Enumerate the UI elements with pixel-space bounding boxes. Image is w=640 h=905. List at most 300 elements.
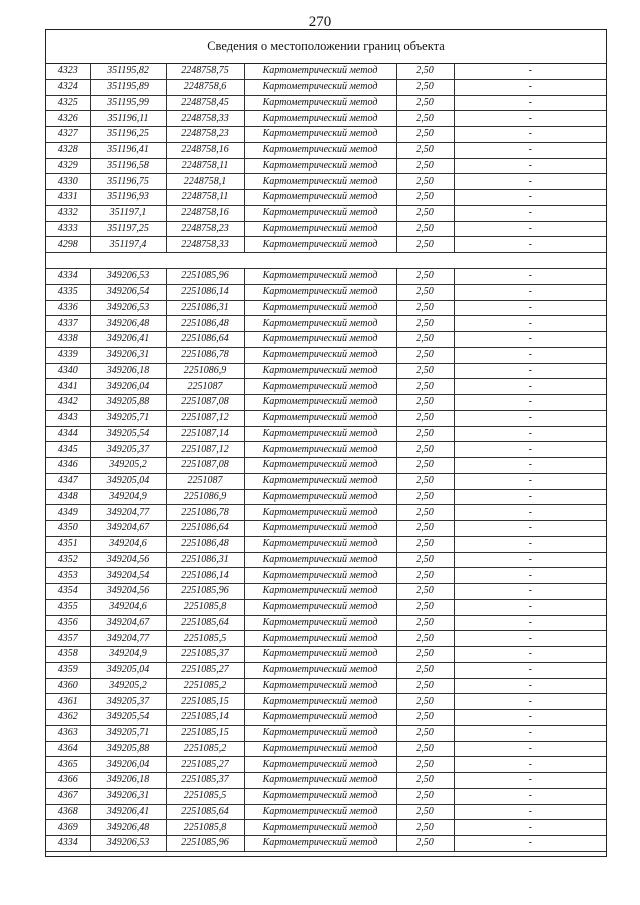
x-coordinate-cell: 349205,04	[90, 473, 166, 489]
y-coordinate-cell: 2251085,96	[166, 269, 244, 285]
y-coordinate-cell: 2251086,31	[166, 300, 244, 316]
table-row	[46, 788, 606, 804]
accuracy-cell: 2,50	[396, 332, 454, 348]
description-cell: -	[454, 741, 606, 757]
point-number-cell: 4343	[46, 410, 90, 426]
y-coordinate-cell: 2251086,48	[166, 536, 244, 552]
description-cell: -	[454, 363, 606, 379]
y-coordinate-cell: 2251086,64	[166, 332, 244, 348]
accuracy-cell: 2,50	[396, 174, 454, 190]
table-row	[46, 584, 606, 600]
x-coordinate-cell: 349205,71	[90, 410, 166, 426]
point-number-cell: 4355	[46, 599, 90, 615]
y-coordinate-cell: 2248758,6	[166, 79, 244, 95]
y-coordinate-cell: 2251085,27	[166, 757, 244, 773]
table-row	[46, 395, 606, 411]
accuracy-cell: 2,50	[396, 142, 454, 158]
point-number-cell: 4360	[46, 678, 90, 694]
y-coordinate-cell: 2248758,16	[166, 142, 244, 158]
method-cell: Картометрический метод	[244, 631, 396, 647]
point-number-cell: 4334	[46, 836, 90, 852]
method-cell: Картометрический метод	[244, 410, 396, 426]
point-number-cell: 4368	[46, 804, 90, 820]
point-number-cell: 4324	[46, 79, 90, 95]
method-cell: Картометрический метод	[244, 521, 396, 537]
table-row	[46, 332, 606, 348]
y-coordinate-cell: 2248758,16	[166, 205, 244, 221]
method-cell: Картометрический метод	[244, 174, 396, 190]
point-number-cell: 4350	[46, 521, 90, 537]
accuracy-cell: 2,50	[396, 536, 454, 552]
table-row	[46, 111, 606, 127]
point-number-cell: 4330	[46, 174, 90, 190]
y-coordinate-cell: 2248758,45	[166, 95, 244, 111]
x-coordinate-cell: 349206,53	[90, 836, 166, 852]
method-cell: Картометрический метод	[244, 221, 396, 237]
table-row	[46, 631, 606, 647]
method-cell: Картометрический метод	[244, 694, 396, 710]
accuracy-cell: 2,50	[396, 725, 454, 741]
y-coordinate-cell: 2251085,64	[166, 615, 244, 631]
table-row	[46, 489, 606, 505]
accuracy-cell: 2,50	[396, 458, 454, 474]
y-coordinate-cell: 2248758,23	[166, 221, 244, 237]
description-cell: -	[454, 347, 606, 363]
table-row	[46, 773, 606, 789]
point-number-cell: 4329	[46, 158, 90, 174]
description-cell: -	[454, 694, 606, 710]
y-coordinate-cell: 2251085,14	[166, 710, 244, 726]
accuracy-cell: 2,50	[396, 221, 454, 237]
y-coordinate-cell: 2251086,31	[166, 552, 244, 568]
x-coordinate-cell: 349204,9	[90, 647, 166, 663]
method-cell: Картометрический метод	[244, 442, 396, 458]
y-coordinate-cell: 2251085,5	[166, 631, 244, 647]
description-cell: -	[454, 316, 606, 332]
description-cell: -	[454, 505, 606, 521]
accuracy-cell: 2,50	[396, 804, 454, 820]
y-coordinate-cell: 2251085,96	[166, 584, 244, 600]
y-coordinate-cell: 2248758,11	[166, 190, 244, 206]
point-number-cell: 4338	[46, 332, 90, 348]
x-coordinate-cell: 349205,04	[90, 662, 166, 678]
accuracy-cell: 2,50	[396, 379, 454, 395]
point-number-cell: 4336	[46, 300, 90, 316]
y-coordinate-cell: 2251087	[166, 379, 244, 395]
table-title: Сведения о местоположении границ объекта	[46, 30, 606, 64]
x-coordinate-cell: 349205,54	[90, 426, 166, 442]
description-cell: -	[454, 552, 606, 568]
description-cell: -	[454, 395, 606, 411]
method-cell: Картометрический метод	[244, 379, 396, 395]
method-cell: Картометрический метод	[244, 836, 396, 852]
accuracy-cell: 2,50	[396, 426, 454, 442]
y-coordinate-cell: 2248758,33	[166, 237, 244, 253]
y-coordinate-cell: 2251085,2	[166, 678, 244, 694]
table-row	[46, 458, 606, 474]
point-number-cell: 4325	[46, 95, 90, 111]
point-number-cell: 4339	[46, 347, 90, 363]
point-number-cell: 4359	[46, 662, 90, 678]
x-coordinate-cell: 349205,2	[90, 678, 166, 694]
method-cell: Картометрический метод	[244, 536, 396, 552]
y-coordinate-cell: 2251086,78	[166, 347, 244, 363]
coordinates-table	[46, 64, 606, 852]
y-coordinate-cell: 2251085,15	[166, 725, 244, 741]
y-coordinate-cell: 2251085,37	[166, 773, 244, 789]
x-coordinate-cell: 349206,54	[90, 284, 166, 300]
accuracy-cell: 2,50	[396, 205, 454, 221]
accuracy-cell: 2,50	[396, 521, 454, 537]
table-row	[46, 237, 606, 253]
description-cell: -	[454, 820, 606, 836]
table-row	[46, 79, 606, 95]
point-number-cell: 4346	[46, 458, 90, 474]
method-cell: Картометрический метод	[244, 647, 396, 663]
method-cell: Картометрический метод	[244, 552, 396, 568]
point-number-cell: 4333	[46, 221, 90, 237]
x-coordinate-cell: 349204,54	[90, 568, 166, 584]
description-cell: -	[454, 804, 606, 820]
description-cell: -	[454, 95, 606, 111]
method-cell: Картометрический метод	[244, 142, 396, 158]
x-coordinate-cell: 349205,2	[90, 458, 166, 474]
accuracy-cell: 2,50	[396, 615, 454, 631]
y-coordinate-cell: 2251085,27	[166, 662, 244, 678]
y-coordinate-cell: 2251087,14	[166, 426, 244, 442]
method-cell: Картометрический метод	[244, 426, 396, 442]
table-row	[46, 820, 606, 836]
y-coordinate-cell: 2251085,8	[166, 599, 244, 615]
method-cell: Картометрический метод	[244, 300, 396, 316]
accuracy-cell: 2,50	[396, 237, 454, 253]
table-row	[46, 221, 606, 237]
y-coordinate-cell: 2251086,9	[166, 363, 244, 379]
accuracy-cell: 2,50	[396, 127, 454, 143]
table-row	[46, 174, 606, 190]
table-row	[46, 347, 606, 363]
y-coordinate-cell: 2251085,5	[166, 788, 244, 804]
accuracy-cell: 2,50	[396, 678, 454, 694]
x-coordinate-cell: 349206,18	[90, 363, 166, 379]
description-cell: -	[454, 788, 606, 804]
accuracy-cell: 2,50	[396, 410, 454, 426]
x-coordinate-cell: 351196,41	[90, 142, 166, 158]
method-cell: Картометрический метод	[244, 804, 396, 820]
description-cell: -	[454, 489, 606, 505]
x-coordinate-cell: 349206,53	[90, 300, 166, 316]
y-coordinate-cell: 2251086,48	[166, 316, 244, 332]
x-coordinate-cell: 351196,75	[90, 174, 166, 190]
x-coordinate-cell: 349204,67	[90, 521, 166, 537]
point-number-cell: 4323	[46, 64, 90, 79]
y-coordinate-cell: 2251085,37	[166, 647, 244, 663]
description-cell: -	[454, 284, 606, 300]
table-row	[46, 316, 606, 332]
y-coordinate-cell: 2248758,23	[166, 127, 244, 143]
separator-cell	[46, 253, 606, 269]
accuracy-cell: 2,50	[396, 111, 454, 127]
accuracy-cell: 2,50	[396, 647, 454, 663]
y-coordinate-cell: 2248758,75	[166, 64, 244, 79]
table-row	[46, 64, 606, 79]
method-cell: Картометрический метод	[244, 111, 396, 127]
y-coordinate-cell: 2248758,33	[166, 111, 244, 127]
accuracy-cell: 2,50	[396, 347, 454, 363]
point-number-cell: 4356	[46, 615, 90, 631]
y-coordinate-cell: 2248758,11	[166, 158, 244, 174]
description-cell: -	[454, 379, 606, 395]
description-cell: -	[454, 773, 606, 789]
method-cell: Картометрический метод	[244, 678, 396, 694]
description-cell: -	[454, 458, 606, 474]
description-cell: -	[454, 410, 606, 426]
point-number-cell: 4332	[46, 205, 90, 221]
point-number-cell: 4347	[46, 473, 90, 489]
group-separator-row	[46, 253, 606, 269]
y-coordinate-cell: 2251086,64	[166, 521, 244, 537]
method-cell: Картометрический метод	[244, 757, 396, 773]
accuracy-cell: 2,50	[396, 710, 454, 726]
x-coordinate-cell: 349206,31	[90, 347, 166, 363]
x-coordinate-cell: 351196,58	[90, 158, 166, 174]
table-row	[46, 615, 606, 631]
method-cell: Картометрический метод	[244, 190, 396, 206]
accuracy-cell: 2,50	[396, 773, 454, 789]
y-coordinate-cell: 2251086,14	[166, 568, 244, 584]
description-cell: -	[454, 158, 606, 174]
point-number-cell: 4298	[46, 237, 90, 253]
x-coordinate-cell: 349205,37	[90, 442, 166, 458]
description-cell: -	[454, 836, 606, 852]
point-number-cell: 4363	[46, 725, 90, 741]
description-cell: -	[454, 631, 606, 647]
x-coordinate-cell: 349204,6	[90, 536, 166, 552]
accuracy-cell: 2,50	[396, 64, 454, 79]
method-cell: Картометрический метод	[244, 95, 396, 111]
accuracy-cell: 2,50	[396, 158, 454, 174]
point-number-cell: 4369	[46, 820, 90, 836]
method-cell: Картометрический метод	[244, 773, 396, 789]
description-cell: -	[454, 269, 606, 285]
method-cell: Картометрический метод	[244, 820, 396, 836]
point-number-cell: 4331	[46, 190, 90, 206]
description-cell: -	[454, 111, 606, 127]
y-coordinate-cell: 2251086,78	[166, 505, 244, 521]
method-cell: Картометрический метод	[244, 505, 396, 521]
method-cell: Картометрический метод	[244, 205, 396, 221]
table-row	[46, 95, 606, 111]
description-cell: -	[454, 190, 606, 206]
accuracy-cell: 2,50	[396, 473, 454, 489]
accuracy-cell: 2,50	[396, 741, 454, 757]
method-cell: Картометрический метод	[244, 284, 396, 300]
x-coordinate-cell: 349204,56	[90, 584, 166, 600]
description-cell: -	[454, 615, 606, 631]
method-cell: Картометрический метод	[244, 363, 396, 379]
accuracy-cell: 2,50	[396, 552, 454, 568]
table-row	[46, 521, 606, 537]
table-row	[46, 379, 606, 395]
accuracy-cell: 2,50	[396, 820, 454, 836]
description-cell: -	[454, 174, 606, 190]
description-cell: -	[454, 442, 606, 458]
accuracy-cell: 2,50	[396, 836, 454, 852]
point-number-cell: 4366	[46, 773, 90, 789]
x-coordinate-cell: 349205,88	[90, 741, 166, 757]
method-cell: Картометрический метод	[244, 710, 396, 726]
description-cell: -	[454, 521, 606, 537]
page-number: 270	[308, 14, 332, 30]
x-coordinate-cell: 349206,18	[90, 773, 166, 789]
accuracy-cell: 2,50	[396, 316, 454, 332]
description-cell: -	[454, 584, 606, 600]
point-number-cell: 4348	[46, 489, 90, 505]
point-number-cell: 4365	[46, 757, 90, 773]
method-cell: Картометрический метод	[244, 489, 396, 505]
description-cell: -	[454, 678, 606, 694]
accuracy-cell: 2,50	[396, 568, 454, 584]
accuracy-cell: 2,50	[396, 95, 454, 111]
accuracy-cell: 2,50	[396, 442, 454, 458]
point-number-cell: 4345	[46, 442, 90, 458]
x-coordinate-cell: 349206,41	[90, 332, 166, 348]
table-row	[46, 536, 606, 552]
y-coordinate-cell: 2251085,96	[166, 836, 244, 852]
accuracy-cell: 2,50	[396, 190, 454, 206]
method-cell: Картометрический метод	[244, 127, 396, 143]
x-coordinate-cell: 349206,48	[90, 820, 166, 836]
table-row	[46, 662, 606, 678]
method-cell: Картометрический метод	[244, 395, 396, 411]
table-row	[46, 694, 606, 710]
description-cell: -	[454, 599, 606, 615]
point-number-cell: 4361	[46, 694, 90, 710]
description-cell: -	[454, 568, 606, 584]
accuracy-cell: 2,50	[396, 599, 454, 615]
boundary-table-frame	[45, 29, 607, 857]
method-cell: Картометрический метод	[244, 158, 396, 174]
y-coordinate-cell: 2251085,8	[166, 820, 244, 836]
table-row	[46, 426, 606, 442]
description-cell: -	[454, 426, 606, 442]
method-cell: Картометрический метод	[244, 725, 396, 741]
accuracy-cell: 2,50	[396, 631, 454, 647]
method-cell: Картометрический метод	[244, 64, 396, 79]
table-row	[46, 678, 606, 694]
x-coordinate-cell: 349204,56	[90, 552, 166, 568]
accuracy-cell: 2,50	[396, 363, 454, 379]
table-row	[46, 284, 606, 300]
description-cell: -	[454, 647, 606, 663]
method-cell: Картометрический метод	[244, 316, 396, 332]
x-coordinate-cell: 351196,93	[90, 190, 166, 206]
description-cell: -	[454, 64, 606, 79]
x-coordinate-cell: 349206,53	[90, 269, 166, 285]
y-coordinate-cell: 2251087	[166, 473, 244, 489]
table-row	[46, 599, 606, 615]
table-row	[46, 710, 606, 726]
description-cell: -	[454, 757, 606, 773]
method-cell: Картометрический метод	[244, 332, 396, 348]
table-row	[46, 836, 606, 852]
x-coordinate-cell: 349204,67	[90, 615, 166, 631]
method-cell: Картометрический метод	[244, 584, 396, 600]
y-coordinate-cell: 2251086,14	[166, 284, 244, 300]
accuracy-cell: 2,50	[396, 489, 454, 505]
table-row	[46, 647, 606, 663]
table-row	[46, 552, 606, 568]
point-number-cell: 4362	[46, 710, 90, 726]
x-coordinate-cell: 351197,4	[90, 237, 166, 253]
point-number-cell: 4358	[46, 647, 90, 663]
x-coordinate-cell: 349206,41	[90, 804, 166, 820]
y-coordinate-cell: 2251085,15	[166, 694, 244, 710]
x-coordinate-cell: 351197,25	[90, 221, 166, 237]
x-coordinate-cell: 349205,37	[90, 694, 166, 710]
method-cell: Картометрический метод	[244, 741, 396, 757]
x-coordinate-cell: 351196,11	[90, 111, 166, 127]
x-coordinate-cell: 351196,25	[90, 127, 166, 143]
table-row	[46, 725, 606, 741]
x-coordinate-cell: 349204,77	[90, 505, 166, 521]
x-coordinate-cell: 349206,04	[90, 757, 166, 773]
table-row	[46, 127, 606, 143]
table-row	[46, 804, 606, 820]
x-coordinate-cell: 349205,88	[90, 395, 166, 411]
table-row	[46, 410, 606, 426]
method-cell: Картометрический метод	[244, 473, 396, 489]
description-cell: -	[454, 473, 606, 489]
table-row	[46, 363, 606, 379]
point-number-cell: 4357	[46, 631, 90, 647]
table-row	[46, 300, 606, 316]
table-row	[46, 142, 606, 158]
point-number-cell: 4337	[46, 316, 90, 332]
point-number-cell: 4327	[46, 127, 90, 143]
description-cell: -	[454, 725, 606, 741]
table-row	[46, 568, 606, 584]
method-cell: Картометрический метод	[244, 615, 396, 631]
accuracy-cell: 2,50	[396, 757, 454, 773]
method-cell: Картометрический метод	[244, 79, 396, 95]
accuracy-cell: 2,50	[396, 284, 454, 300]
y-coordinate-cell: 2251087,12	[166, 410, 244, 426]
point-number-cell: 4335	[46, 284, 90, 300]
description-cell: -	[454, 536, 606, 552]
table-row	[46, 505, 606, 521]
table-row	[46, 741, 606, 757]
coordinates-table-body	[46, 64, 606, 851]
point-number-cell: 4328	[46, 142, 90, 158]
table-row	[46, 269, 606, 285]
accuracy-cell: 2,50	[396, 79, 454, 95]
description-cell: -	[454, 221, 606, 237]
y-coordinate-cell: 2251085,64	[166, 804, 244, 820]
point-number-cell: 4353	[46, 568, 90, 584]
x-coordinate-cell: 349206,48	[90, 316, 166, 332]
point-number-cell: 4351	[46, 536, 90, 552]
y-coordinate-cell: 2248758,1	[166, 174, 244, 190]
description-cell: -	[454, 332, 606, 348]
x-coordinate-cell: 351195,82	[90, 64, 166, 79]
x-coordinate-cell: 349205,71	[90, 725, 166, 741]
accuracy-cell: 2,50	[396, 788, 454, 804]
accuracy-cell: 2,50	[396, 694, 454, 710]
table-row	[46, 205, 606, 221]
table-row	[46, 473, 606, 489]
description-cell: -	[454, 79, 606, 95]
